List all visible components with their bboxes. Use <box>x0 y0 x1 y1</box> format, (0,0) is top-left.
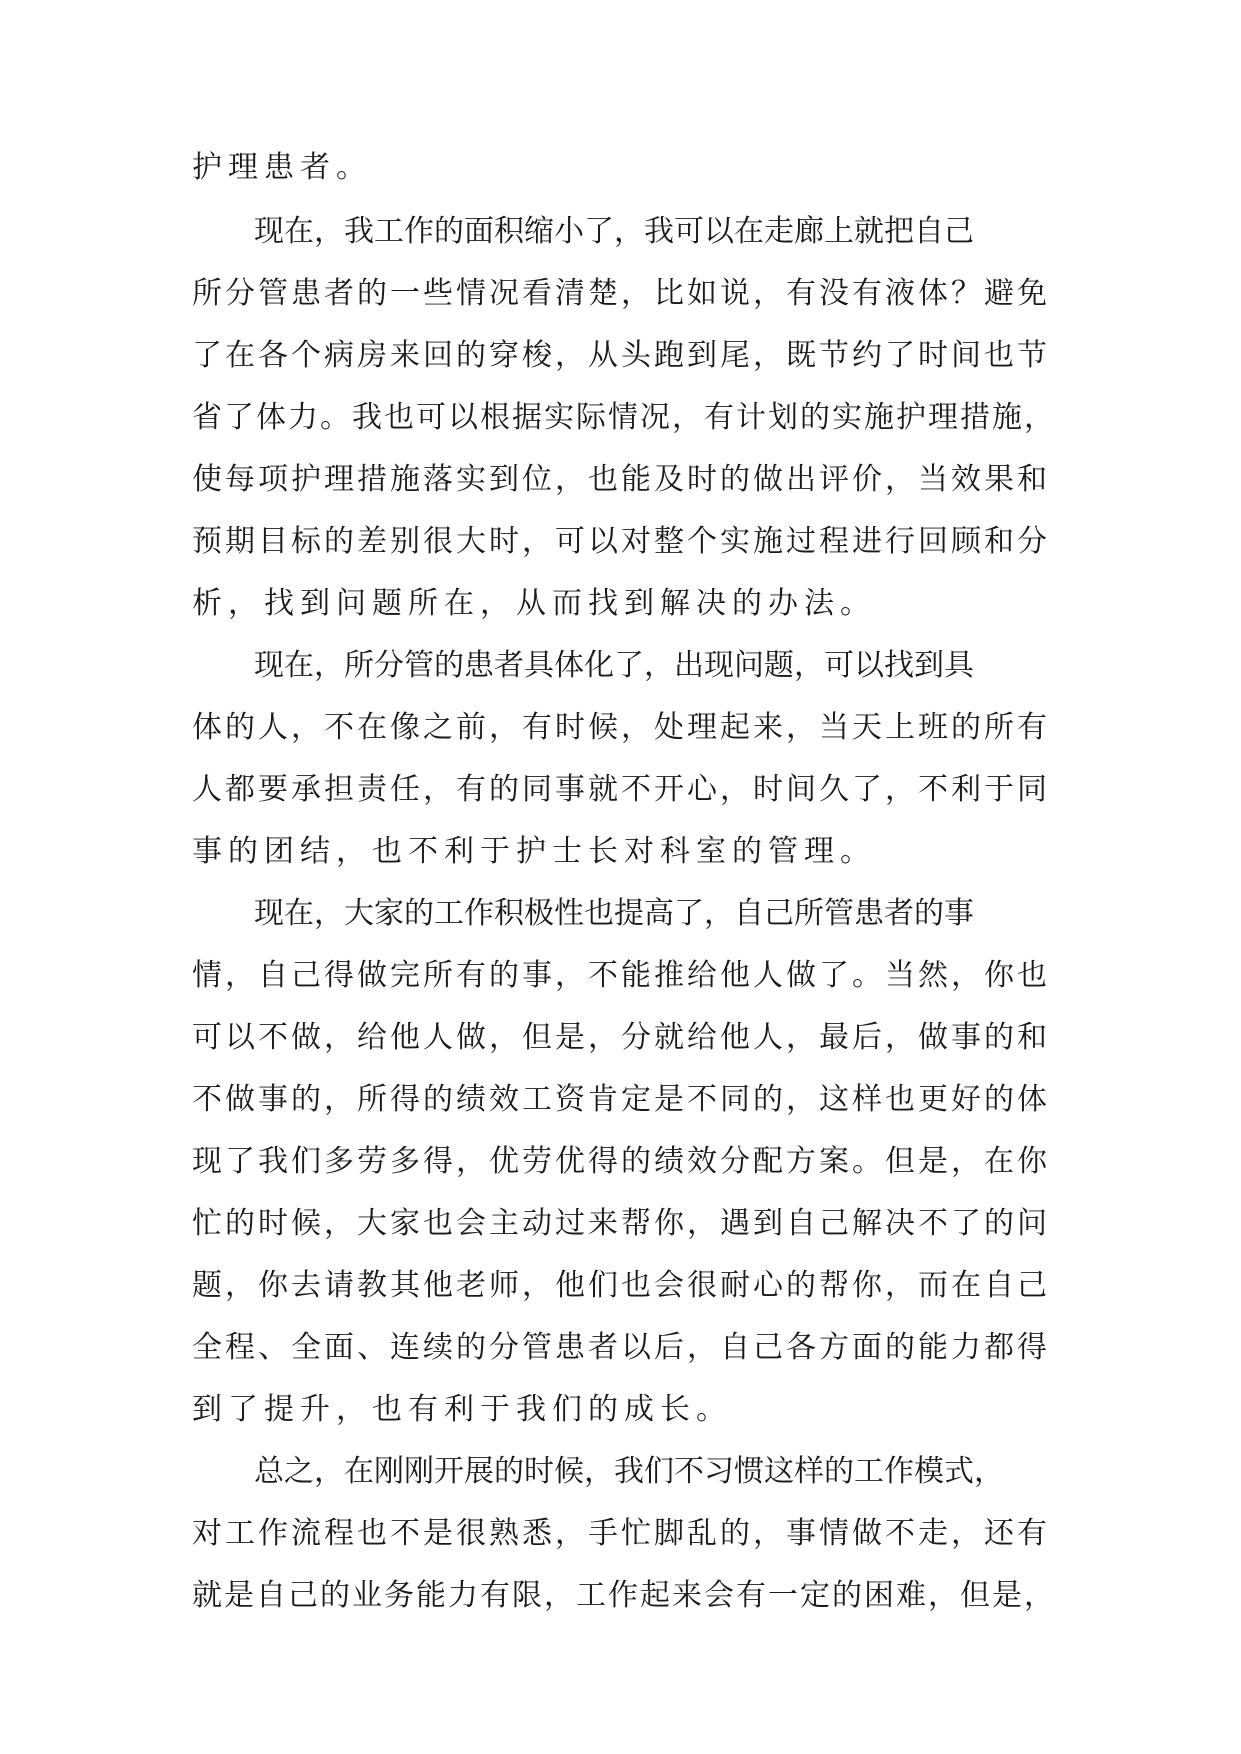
text-line: 体的人，不在像之前，有时候，处理起来，当天上班的所有 <box>192 710 1050 745</box>
text-line: 护理患者。 <box>192 150 372 185</box>
text-line: 省了体力。我也可以根据实际情况，有计划的实施护理措施， <box>192 400 1056 435</box>
text-line: 总之，在刚刚开展的时候，我们不习惯这样的工作模式， <box>254 1454 1004 1489</box>
text-line: 所分管患者的一些情况看清楚，比如说，有没有液体？避免 <box>192 276 1050 311</box>
text-line: 使每项护理措施落实到位，也能及时的做出评价，当效果和 <box>192 462 1050 497</box>
text-line: 人都要承担责任，有的同事就不开心，时间久了，不利于同 <box>192 772 1050 807</box>
text-line: 现在，我工作的面积缩小了，我可以在走廊上就把自己 <box>254 214 974 249</box>
text-line: 预期目标的差别很大时，可以对整个实施过程进行回顾和分 <box>192 524 1050 559</box>
text-line: 不做事的，所得的绩效工资肯定是不同的，这样也更好的体 <box>192 1082 1050 1117</box>
text-line: 忙的时候，大家也会主动过来帮你，遇到自己解决不了的问 <box>192 1206 1050 1241</box>
text-line: 情，自己得做完所有的事，不能推给他人做了。当然，你也 <box>192 958 1050 993</box>
text-line: 现在，所分管的患者具体化了，出现问题，可以找到具 <box>254 648 974 683</box>
text-line: 可以不做，给他人做，但是，分就给他人，最后，做事的和 <box>192 1020 1050 1055</box>
text-line: 题，你去请教其他老师，他们也会很耐心的帮你，而在自己 <box>192 1268 1050 1303</box>
text-line: 现了我们多劳多得，优劳优得的绩效分配方案。但是，在你 <box>192 1144 1050 1179</box>
text-line: 析，找到问题所在，从而找到解决的办法。 <box>192 586 876 621</box>
text-line: 了在各个病房来回的穿梭，从头跑到尾，既节约了时间也节 <box>192 338 1050 373</box>
text-line: 现在，大家的工作积极性也提高了，自己所管患者的事 <box>254 896 974 931</box>
text-line: 到了提升，也有利于我们的成长。 <box>192 1392 732 1427</box>
text-line: 事的团结，也不利于护士长对科室的管理。 <box>192 834 876 869</box>
text-line: 对工作流程也不是很熟悉，手忙脚乱的，事情做不走，还有 <box>192 1516 1050 1551</box>
text-line: 全程、全面、连续的分管患者以后，自己各方面的能力都得 <box>192 1330 1050 1365</box>
text-line: 就是自己的业务能力有限，工作起来会有一定的困难，但是， <box>192 1578 1056 1613</box>
